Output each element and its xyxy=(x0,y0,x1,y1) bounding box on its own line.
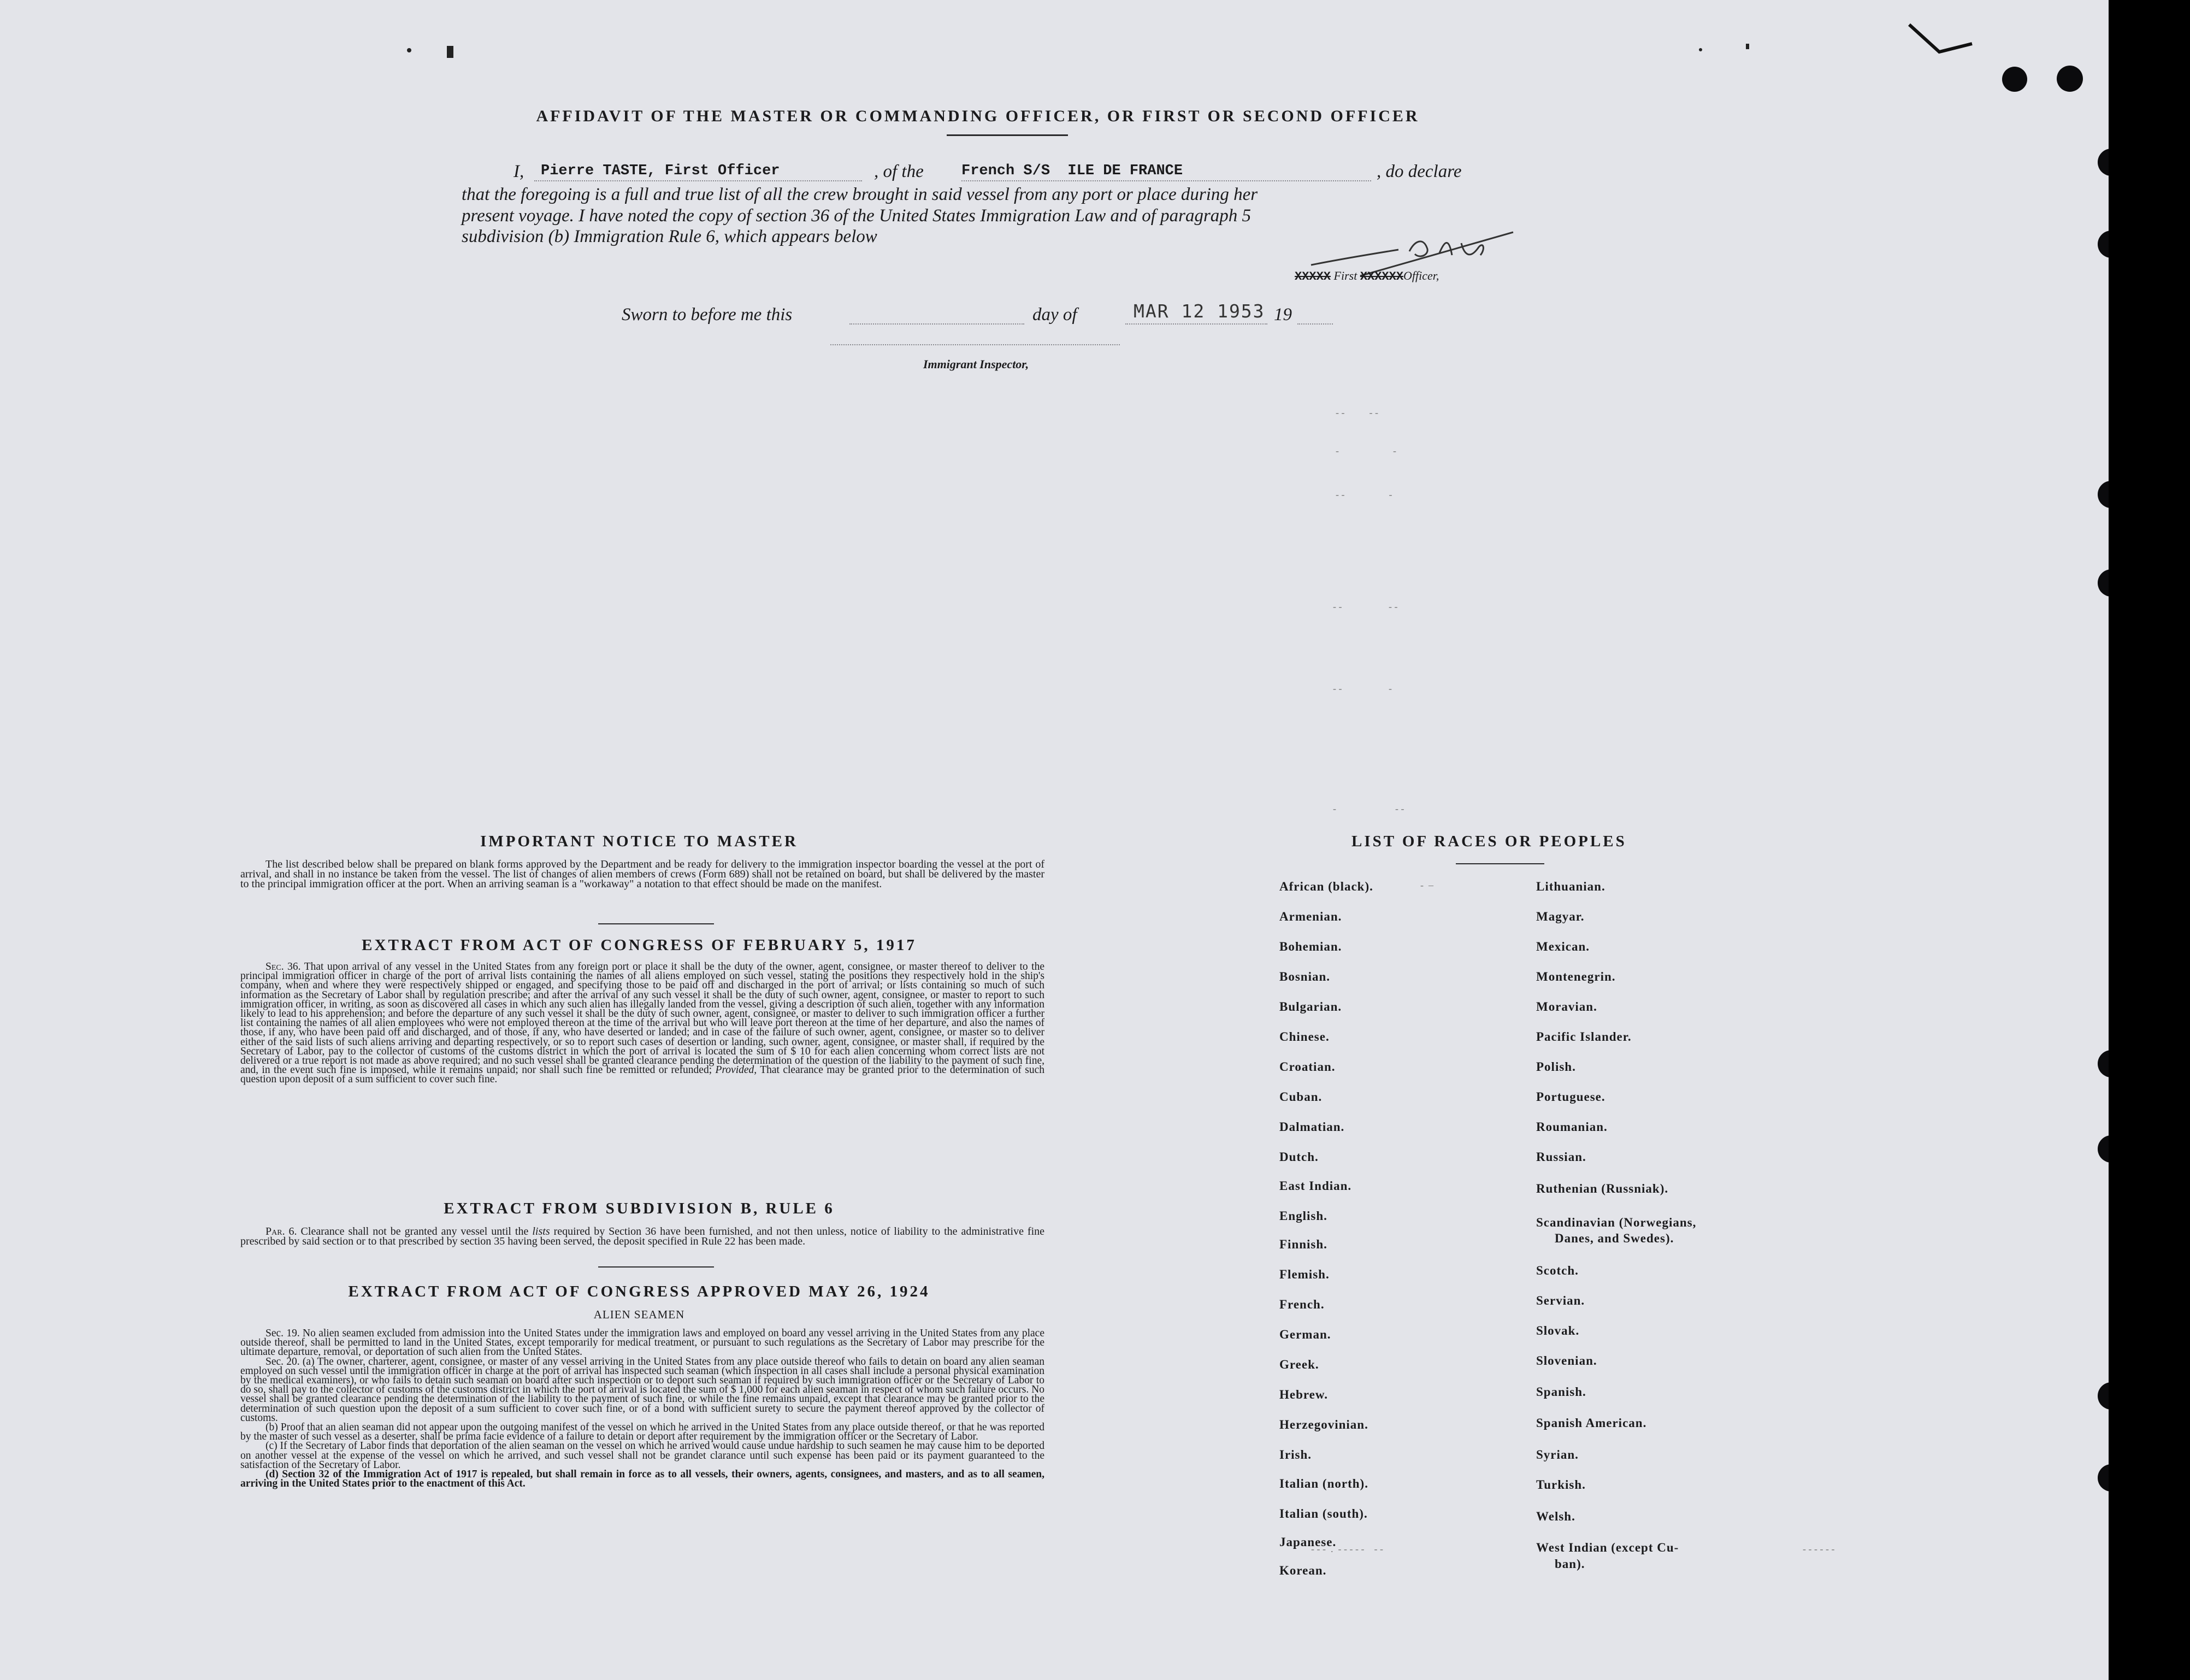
faint-mark: - - - - xyxy=(1336,407,1378,418)
sec-20d-paragraph: (d) Section 32 of the Immigration Act of 1917 is repealed, but shall remain in force as to all vessels, their owners, agents, consignees, and masters, and as to all seamen, arriving in the United States prior to the enactment of this Act. xyxy=(240,1469,1044,1490)
title-rule xyxy=(947,134,1068,136)
sec-20c-paragraph: (c) If the Secretary of Labor finds that deportation of the alien seaman on the vessel on which he arrived would cause undue hardship to such seamen he may cause him to be deported on another vessel at the expense of the vessel on which he arrived, and such vessel shall not be grandet clarance until such expense has been paid or its payment guaranteed to the satisfaction of the Secretary of Labor. xyxy=(240,1440,1044,1471)
decl-of-the: , of the xyxy=(874,162,924,181)
race-item: English. xyxy=(1279,1209,1327,1223)
par-6-text-b: required by Section 36 have been furnished, and not then unless, notice of liability to the administrative fine prescribed by said section or to that prescribed by section 35 having been served, the deposit specified in Rule 22 has been made. xyxy=(240,1225,1045,1247)
faint-mark: - - - xyxy=(1333,803,1404,814)
extract-1917-text xyxy=(240,962,1044,1084)
folded-corner-mark xyxy=(1906,22,1978,55)
officer-name: Pierre TASTE, First Officer xyxy=(541,163,780,179)
affidavit-title: AFFIDAVIT OF THE MASTER OR COMMANDING OFFICER, OR FIRST OR SECOND OFFICER xyxy=(536,107,1420,125)
signature-first: First xyxy=(1333,269,1357,282)
stray-mark xyxy=(1699,48,1702,51)
race-item: Servian. xyxy=(1536,1294,1585,1307)
race-item: Portuguese. xyxy=(1536,1090,1605,1104)
punch-hole xyxy=(2098,231,2109,258)
race-item: Spanish. xyxy=(1536,1385,1586,1399)
extract-rule6-text xyxy=(240,1227,1044,1246)
race-item: Spanish American. xyxy=(1536,1416,1647,1430)
faint-mark: - - - - - - xyxy=(1803,1543,1835,1554)
signature-struck-word: XXXXX xyxy=(1295,270,1331,284)
race-item: Bulgarian. xyxy=(1279,1000,1342,1013)
par-6-text-a: Clearance shall not be granted any vessel until the xyxy=(300,1225,529,1237)
sec-36-label: Sec. 36. xyxy=(265,961,301,972)
race-item: Welsh. xyxy=(1536,1510,1575,1523)
vessel-name: French S/S ILE DE FRANCE xyxy=(961,163,1183,179)
race-item: Japanese. xyxy=(1279,1535,1337,1549)
punch-hole xyxy=(2057,66,2083,92)
race-item: Magyar. xyxy=(1536,910,1585,923)
race-item: Bosnian. xyxy=(1279,970,1331,983)
race-scandinavian-cont: Danes, and Swedes). xyxy=(1555,1231,1674,1245)
sworn-prefix: Sworn to before me this xyxy=(622,305,793,325)
sec-19-paragraph: Sec. 19. No alien seamen excluded from admission into the United States under the immigration laws and employed on board any vessel arriving in the United States from any place outside thereof, shall be permitted to land in the United States, except temporarily for medical treatment, or pursuant to such regulations as the Secretary of Labor may prescribe for the ultimate departure, removal, or deportation of such alien from the United States. xyxy=(240,1328,1044,1358)
race-item: Korean. xyxy=(1279,1564,1327,1577)
race-item: West Indian (except Cu- xyxy=(1536,1541,1679,1554)
stray-mark xyxy=(447,46,453,58)
race-item: Moravian. xyxy=(1536,1000,1597,1013)
punch-hole xyxy=(2098,1135,2109,1163)
race-item: Pacific Islander. xyxy=(1536,1030,1632,1044)
race-item: Lithuanian. xyxy=(1536,880,1605,893)
signature-struck-word-2: XXXXXX xyxy=(1360,270,1404,284)
race-item: East Indian. xyxy=(1279,1179,1352,1193)
race-item: Polish. xyxy=(1536,1060,1576,1074)
decl-do-declare: , do declare xyxy=(1377,162,1462,181)
race-item: Ruthenian (Russniak). xyxy=(1536,1182,1669,1195)
race-item: Turkish. xyxy=(1536,1478,1586,1492)
par-6-label: Par. 6. xyxy=(265,1225,297,1237)
alien-seamen-subtitle: ALIEN SEAMEN xyxy=(593,1308,685,1321)
race-item: Italian (north). xyxy=(1279,1477,1368,1490)
notice-rule xyxy=(598,923,714,924)
race-item: Greek. xyxy=(1279,1358,1319,1371)
sworn-year-prefix: 19 xyxy=(1274,305,1292,325)
provided-label: Provided, xyxy=(715,1064,757,1076)
provided-text: That clearance may be granted prior to the determination of such question upon deposit of a sum sufficient to cover such fine. xyxy=(240,1064,1044,1086)
extract-rule6-title: EXTRACT FROM SUBDIVISION B, RULE 6 xyxy=(444,1200,835,1217)
sec-36-paragraph xyxy=(240,962,1044,1084)
race-westindian-cont: ban). xyxy=(1555,1557,1585,1571)
race-item: African (black). xyxy=(1279,880,1373,893)
punch-hole xyxy=(2002,67,2027,92)
race-item: Roumanian. xyxy=(1536,1120,1608,1134)
punch-hole xyxy=(2098,149,2109,176)
race-item: Dalmatian. xyxy=(1279,1120,1345,1134)
sec-20b-paragraph: (b) Proof that an alien seaman did not appear upon the outgoing manifest of the vessel on which he arrived in the United States from any place outside thereof, or that he was reported by the master of such vessel as a deserter, shall be prima facie evidence of a failure to detain or deport after requirement by the immigration officer or the Secretary of Labor. xyxy=(240,1422,1044,1443)
race-item: Flemish. xyxy=(1279,1268,1330,1281)
stray-mark xyxy=(1746,44,1749,49)
race-item: Italian (south). xyxy=(1279,1507,1368,1520)
punch-hole xyxy=(2098,1050,2109,1077)
faint-mark: - – xyxy=(1420,880,1433,891)
race-item: Slovenian. xyxy=(1536,1354,1597,1367)
race-item: Croatian. xyxy=(1279,1060,1336,1074)
race-item: French. xyxy=(1279,1298,1325,1311)
extract-1917-title: EXTRACT FROM ACT OF CONGRESS OF FEBRUARY 5, 1917 xyxy=(362,936,917,954)
extract-1924-title: EXTRACT FROM ACT OF CONGRESS APPROVED MAY 26, 1924 xyxy=(348,1283,930,1300)
faint-mark: - - - xyxy=(1336,489,1392,500)
decl-i: I, xyxy=(513,162,524,181)
par-6-lists: lists xyxy=(532,1225,550,1237)
race-item: Mexican. xyxy=(1536,940,1590,953)
signature-block xyxy=(1295,269,1439,284)
sworn-day-of: day of xyxy=(1032,305,1077,325)
race-item: Slovak. xyxy=(1536,1324,1580,1337)
sworn-month-line xyxy=(1125,323,1267,325)
faint-mark: - - - - xyxy=(1333,601,1398,612)
punch-hole xyxy=(2098,569,2109,597)
officer-name-line xyxy=(534,180,862,181)
race-item: Hebrew. xyxy=(1279,1388,1328,1401)
vessel-line xyxy=(961,180,1371,181)
sec-36-text: That upon arrival of any vessel in the United States from any foreign port or place it shall be the duty of the owner, agent, consignee, or master thereof to deliver to the principal immigration officer in charge of the port of arrival lists containing the names of all aliens employed on such vessel, stating the positions they respectively hold in the ship's company, when and where they were respectively shipped or engaged, and specifying those to be paid off and discharged in the port of arrival; or lists containing so much of such information as the Secretary of Labor shall by regulation prescribe; and after the arrival of any such vessel it shall be the duty of such owner, agent, consignee, or master to report to such immigration officer, in writing, as soon as discovered all cases in which any such alien has illegally landed from the vessel, giving a description of such alien, together with any information likely to lead to his apprehension; and before the departure of any such vessel it shall be the duty of such owner, agent, consignee, or master to deliver to such immigration officer a further list containing the names of all alien employees who were not employed thereon at the time of the arrival but who will leave port thereon at the time of her departure, and also the names of those, if any, who have been paid off and discharged, and of those, if any, who have deserted or landed; and in case of the failure of such owner, agent, consignee, or master so to deliver either of the said lists of such aliens arriving and departing respectively, or so to report such cases of desertion or landing, such owner, agent, consignee, or master shall, if required by the Secretary of Labor, pay to the collector of customs of the customs district in which the port of arrival is located the sum of $ 10 for each alien concerning whom correct lists are not delivered or a true report is not made as above required; and no such vessel shall be granted clearance pending the determination of the question of the liability to the payment of such fine, and, in the event such fine is imposed, while it remains unpaid; nor shall such fine be remitted or refunded; xyxy=(240,961,1044,1076)
rule6-rule xyxy=(598,1266,714,1268)
punch-hole xyxy=(2098,481,2109,508)
race-item: Cuban. xyxy=(1279,1090,1323,1104)
inspector-label: Immigrant Inspector, xyxy=(923,357,1029,371)
sworn-year-line xyxy=(1297,323,1333,325)
races-title: LIST OF RACES OR PEOPLES xyxy=(1351,833,1627,850)
race-item: Dutch. xyxy=(1279,1150,1319,1164)
race-item: Chinese. xyxy=(1279,1030,1330,1044)
race-item: Scotch. xyxy=(1536,1264,1579,1277)
declaration-line-4: subdivision (b) Immigration Rule 6, which appears below xyxy=(462,227,877,246)
race-item: Scandinavian (Norwegians, xyxy=(1536,1216,1697,1229)
declaration-line-2: that the foregoing is a full and true list of all the crew brought in said vessel from any port or place during her xyxy=(462,185,1258,204)
extract-1924-text xyxy=(240,1329,1044,1488)
faint-mark: - - - xyxy=(1333,683,1392,694)
notice-paragraph: The list described below shall be prepared on blank forms approved by the Department and be ready for delivery to the immigration inspector boarding the vessel at the port of arrival, and shall in no instance be taken from the vessel. The list of changes of alien members of crews (Form 689) shall not be retained on board, but shall be delivered by the master to the principal immigration officer at the port. When an arriving seaman is a "workaway" a notation to that effect should be made on the manifest. xyxy=(240,858,1044,890)
notice-title: IMPORTANT NOTICE TO MASTER xyxy=(480,833,798,850)
par-6-paragraph xyxy=(240,1227,1044,1246)
signature-officer: Officer, xyxy=(1403,269,1439,282)
declaration-line-3: present voyage. I have noted the copy of section 36 of the United States Immigration Law and of paragraph 5 xyxy=(462,206,1252,226)
sec-20a-paragraph: Sec. 20. (a) The owner, charterer, agent, consignee, or master of any vessel arriving in the United States from any place outside thereof who fails to detain on board any alien seaman employed on such vessel until the immigration officer in charge at the port of arrival has inspected such seaman (which inspection in all cases shall include a personal physical examination by the medical examiners), or who fails to detain such seaman on board after such inspection or to deport such seaman if required by such immigration officer or the Secretary of Labor to do so, shall pay to the collector of customs of the customs district in which the port of arrival is located the sum of $ 1,000 for each alien seaman in respect of whom such failure occurs. No vessel shall be granted clearance pending the determination of the liability to the payment of such fine, or while the fine remains unpaid, except that clearance may be granted prior to the determination of such question upon the deposit of a sum sufficient to cover such fine, or of a bond with sufficient surety to secure the payment thereof approved by the collector of customs. xyxy=(240,1355,1044,1424)
punch-hole xyxy=(2098,1382,2109,1410)
race-item: Montenegrin. xyxy=(1536,970,1616,983)
race-item: German. xyxy=(1279,1328,1331,1341)
race-item: Bohemian. xyxy=(1279,940,1342,953)
stray-mark xyxy=(407,48,411,52)
inspector-signature-line xyxy=(830,344,1120,345)
faint-mark: - - xyxy=(1336,445,1396,456)
race-item: Syrian. xyxy=(1536,1448,1579,1461)
notice-text xyxy=(240,859,1044,889)
race-item: Russian. xyxy=(1536,1150,1586,1164)
race-item: Irish. xyxy=(1279,1448,1312,1461)
race-item: Herzegovinian. xyxy=(1279,1418,1368,1431)
sworn-day-line xyxy=(849,323,1024,325)
declaration-line-1 xyxy=(513,162,524,182)
faint-mark: - - - . - - - - - - - xyxy=(1311,1543,1383,1554)
races-rule xyxy=(1456,863,1544,864)
race-item: Finnish. xyxy=(1279,1237,1327,1251)
punch-hole xyxy=(2098,1464,2109,1492)
date-stamp: MAR 12 1953 xyxy=(1134,300,1265,322)
race-item: Armenian. xyxy=(1279,910,1342,923)
